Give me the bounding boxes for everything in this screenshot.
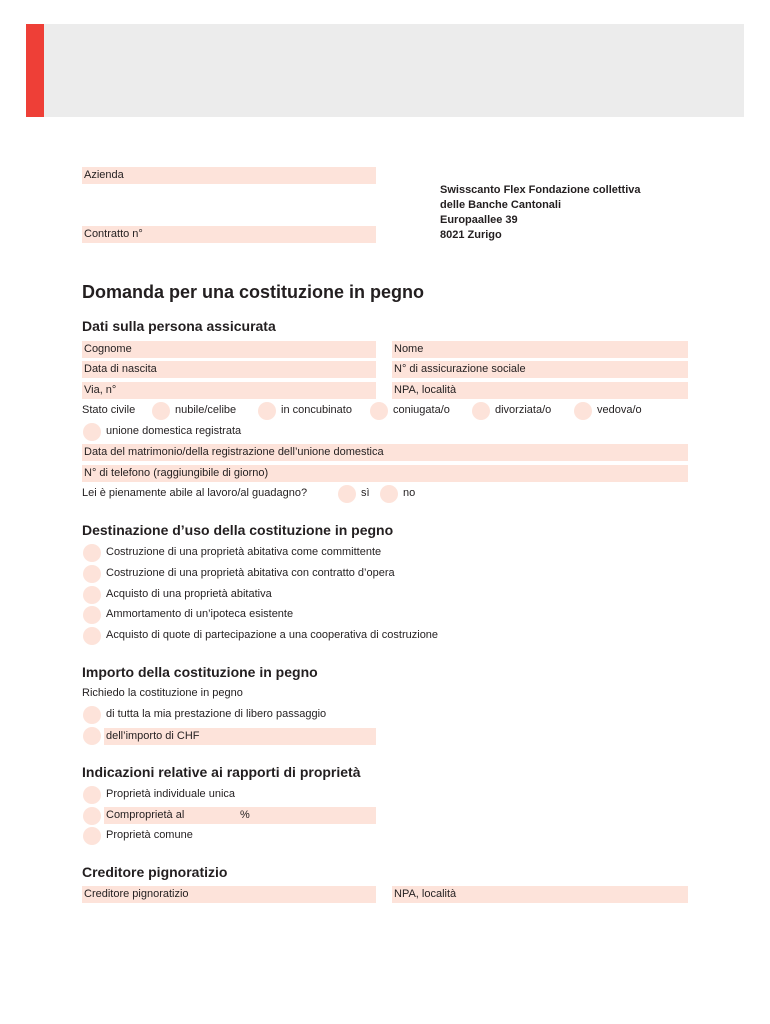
radio-no[interactable] xyxy=(380,485,398,503)
importo-option-label: di tutta la mia prestazione di libero passaggio xyxy=(106,708,327,720)
cognome-field[interactable] xyxy=(82,341,376,358)
si-label: sì xyxy=(361,487,370,499)
recipient-address xyxy=(440,183,641,243)
comproprieta-field[interactable] xyxy=(104,807,376,824)
importo-intro: Richiedo la costituzione in pegno xyxy=(82,687,243,699)
address-line: Europaallee 39 xyxy=(440,214,518,226)
nome-field[interactable] xyxy=(392,341,688,358)
civil-option-label: coniugata/o xyxy=(393,404,450,416)
npa-field[interactable] xyxy=(392,382,688,399)
azienda-field[interactable] xyxy=(82,167,376,184)
radio-destinazione-1[interactable] xyxy=(83,544,101,562)
radio-destinazione-5[interactable] xyxy=(83,627,101,645)
contratto-label: Contratto n° xyxy=(84,228,143,240)
radio-unione[interactable] xyxy=(83,423,101,441)
creditore-npa-field[interactable] xyxy=(392,886,688,903)
radio-destinazione-3[interactable] xyxy=(83,586,101,604)
page-title: Domanda per una costituzione in pegno xyxy=(82,282,425,302)
radio-nubile[interactable] xyxy=(152,402,170,420)
section-heading-insured: Dati sulla persona assicurata xyxy=(82,318,276,334)
proprieta-option-label: Comproprietà al xyxy=(106,809,185,821)
data-nascita-label: Data di nascita xyxy=(84,363,157,375)
abile-question: Lei è pienamente abile al lavoro/al guadagno? xyxy=(82,487,308,499)
radio-si[interactable] xyxy=(338,485,356,503)
creditore-label: Creditore pignoratizio xyxy=(84,888,189,900)
proprieta-option-label: Proprietà comune xyxy=(106,829,193,841)
civil-option-label: divorziata/o xyxy=(495,404,552,416)
destinazione-option: Costruzione di una proprietà abitativa come committente xyxy=(106,546,382,558)
importo-chf-field[interactable] xyxy=(104,728,376,745)
destinazione-option: Costruzione di una proprietà abitativa con contratto d’opera xyxy=(106,567,395,579)
radio-destinazione-2[interactable] xyxy=(83,565,101,583)
azienda-label: Azienda xyxy=(84,169,124,181)
nome-label: Nome xyxy=(394,343,424,355)
destinazione-option: Ammortamento di un’ipoteca esistente xyxy=(106,608,294,620)
contratto-field[interactable] xyxy=(82,226,376,243)
radio-concubinato[interactable] xyxy=(258,402,276,420)
destinazione-option: Acquisto di una proprietà abitativa xyxy=(106,588,272,600)
section-heading-importo: Importo della costituzione in pegno xyxy=(82,664,318,680)
cognome-label: Cognome xyxy=(84,343,132,355)
telefono-label: N° di telefono (raggiungibile di giorno) xyxy=(84,467,269,479)
radio-coniugata[interactable] xyxy=(370,402,388,420)
radio-destinazione-4[interactable] xyxy=(83,606,101,624)
via-label: Via, n° xyxy=(84,384,117,396)
address-line: delle Banche Cantonali xyxy=(440,199,562,211)
civil-option-label: vedova/o xyxy=(597,404,642,416)
header-accent-bar xyxy=(26,24,44,117)
header-band xyxy=(26,24,744,117)
data-nascita-field[interactable] xyxy=(82,361,376,378)
destinazione-option: Acquisto di quote di partecipazione a una cooperativa di costruzione xyxy=(106,629,439,641)
radio-proprieta-comune[interactable] xyxy=(83,827,101,845)
importo-option-label: dell’importo di CHF xyxy=(106,730,200,742)
creditore-npa-label: NPA, località xyxy=(394,888,457,900)
ahv-field[interactable] xyxy=(392,361,688,378)
radio-importo-totale[interactable] xyxy=(83,706,101,724)
section-heading-destinazione: Destinazione d’uso della costituzione in pegno xyxy=(82,522,394,538)
stato-civile-label: Stato civile xyxy=(82,404,136,416)
radio-divorziata[interactable] xyxy=(472,402,490,420)
civil-option-label: in concubinato xyxy=(281,404,352,416)
percent-sign: % xyxy=(240,809,250,821)
radio-importo-chf[interactable] xyxy=(83,727,101,745)
address-line: 8021 Zurigo xyxy=(440,229,502,241)
creditore-field[interactable] xyxy=(82,886,376,903)
section-heading-proprieta: Indicazioni relative ai rapporti di proprietà xyxy=(82,764,361,780)
radio-proprieta-individuale[interactable] xyxy=(83,786,101,804)
address-line: Swisscanto Flex Fondazione collettiva xyxy=(440,184,641,196)
data-matrimonio-label: Data del matrimonio/della registrazione dell’unione domestica xyxy=(84,446,384,458)
telefono-field[interactable] xyxy=(82,465,688,482)
data-matrimonio-field[interactable] xyxy=(82,444,688,461)
unione-label: unione domestica registrata xyxy=(106,425,242,437)
radio-comproprieta[interactable] xyxy=(83,807,101,825)
radio-vedova[interactable] xyxy=(574,402,592,420)
civil-option-label: nubile/celibe xyxy=(175,404,237,416)
section-heading-creditore: Creditore pignoratizio xyxy=(82,864,228,880)
npa-label: NPA, località xyxy=(394,384,457,396)
proprieta-option-label: Proprietà individuale unica xyxy=(106,788,236,800)
via-field[interactable] xyxy=(82,382,376,399)
ahv-label: N° di assicurazione sociale xyxy=(394,363,526,375)
no-label: no xyxy=(403,487,416,499)
